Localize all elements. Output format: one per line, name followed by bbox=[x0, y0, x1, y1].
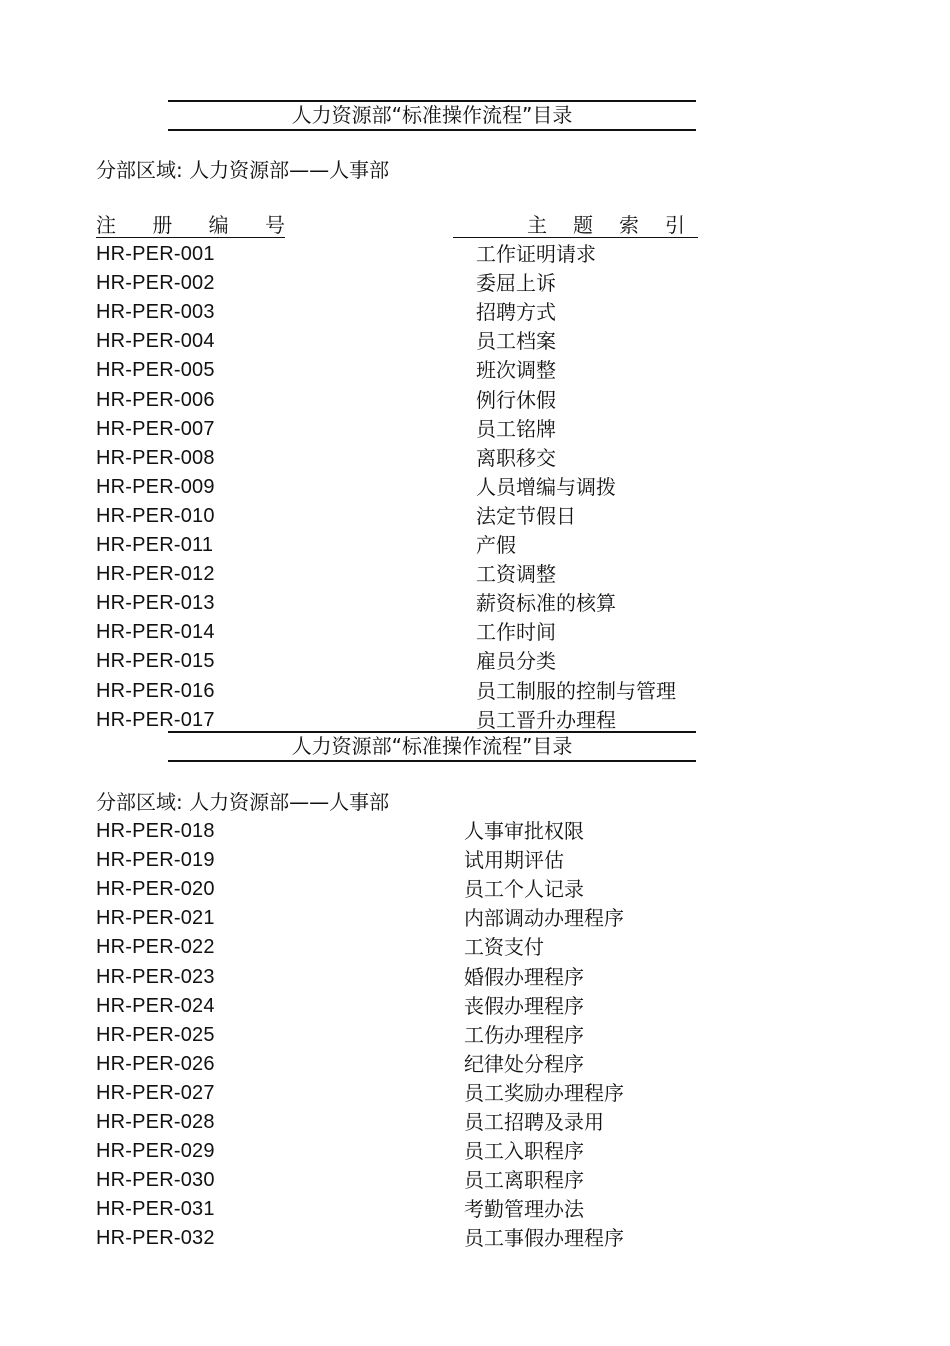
list-item bbox=[0, 502, 950, 531]
registration-code: HR-PER-006 bbox=[96, 388, 215, 411]
registration-code: HR-PER-005 bbox=[96, 359, 215, 382]
topic-title: 产假 bbox=[476, 533, 516, 557]
section1-title: 人力资源部“标准操作流程”目录 bbox=[168, 100, 696, 131]
registration-code: HR-PER-013 bbox=[96, 592, 215, 615]
list-item bbox=[0, 1108, 950, 1137]
list-item bbox=[0, 647, 950, 676]
list-item bbox=[0, 1195, 950, 1224]
registration-code: HR-PER-022 bbox=[96, 936, 215, 959]
registration-code: HR-PER-025 bbox=[96, 1023, 215, 1046]
registration-code: HR-PER-019 bbox=[96, 849, 215, 872]
section1-region: 分部区域: 人力资源部——人事部 bbox=[96, 158, 390, 182]
registration-code: HR-PER-011 bbox=[96, 534, 214, 556]
registration-code: HR-PER-014 bbox=[96, 621, 215, 644]
registration-code: HR-PER-003 bbox=[96, 301, 215, 324]
registration-code: HR-PER-018 bbox=[96, 820, 215, 842]
topic-title: 招聘方式 bbox=[476, 300, 556, 325]
topic-title: 例行休假 bbox=[476, 387, 556, 412]
registration-code: HR-PER-032 bbox=[96, 1227, 215, 1250]
topic-title: 薪资标准的核算 bbox=[476, 591, 616, 616]
registration-code: HR-PER-010 bbox=[96, 504, 215, 527]
list-item bbox=[0, 1021, 950, 1050]
list-item bbox=[0, 1079, 950, 1108]
topic-title: 离职移交 bbox=[476, 445, 556, 470]
registration-code: HR-PER-009 bbox=[96, 475, 215, 498]
list-item bbox=[0, 386, 950, 415]
registration-code: HR-PER-027 bbox=[96, 1081, 215, 1104]
registration-code: HR-PER-024 bbox=[96, 994, 215, 1017]
list-item bbox=[0, 473, 950, 502]
topic-title: 员工个人记录 bbox=[464, 877, 584, 902]
topic-title: 工资调整 bbox=[476, 562, 556, 587]
registration-code: HR-PER-026 bbox=[96, 1052, 215, 1075]
list-item bbox=[0, 240, 950, 269]
topic-title: 员工离职程序 bbox=[464, 1168, 584, 1193]
list-item bbox=[0, 589, 950, 618]
topic-title: 工作证明请求 bbox=[476, 242, 596, 266]
header-right-char: 索 bbox=[619, 213, 639, 237]
topic-title: 工作时间 bbox=[476, 620, 556, 645]
header-right-char: 主 bbox=[527, 213, 547, 237]
topic-title: 工伤办理程序 bbox=[464, 1022, 584, 1047]
topic-title: 员工事假办理程序 bbox=[464, 1226, 624, 1251]
topic-title: 雇员分类 bbox=[476, 649, 556, 674]
header-left-char: 号 bbox=[264, 213, 285, 237]
list-item bbox=[0, 356, 950, 385]
registration-code: HR-PER-029 bbox=[96, 1140, 215, 1163]
registration-code: HR-PER-001 bbox=[96, 243, 215, 265]
section2-title: 人力资源部“标准操作流程”目录 bbox=[168, 731, 696, 762]
list-item bbox=[0, 677, 950, 706]
topic-title: 委屈上诉 bbox=[476, 271, 556, 296]
topic-title: 班次调整 bbox=[476, 358, 556, 383]
registration-code: HR-PER-020 bbox=[96, 878, 215, 901]
list-item bbox=[0, 269, 950, 298]
header-right-char: 引 bbox=[665, 213, 685, 237]
registration-code: HR-PER-016 bbox=[96, 679, 215, 702]
topic-title: 员工制服的控制与管理 bbox=[476, 678, 676, 703]
list-item bbox=[0, 531, 950, 560]
topic-title: 内部调动办理程序 bbox=[464, 906, 624, 931]
topic-title: 婚假办理程序 bbox=[464, 964, 584, 989]
registration-code: HR-PER-008 bbox=[96, 446, 215, 469]
registration-code: HR-PER-021 bbox=[96, 907, 215, 930]
topic-title: 法定节假日 bbox=[476, 503, 576, 528]
list-item bbox=[0, 963, 950, 992]
topic-title: 员工奖励办理程序 bbox=[464, 1080, 624, 1105]
header-left-char: 编 bbox=[208, 213, 229, 237]
registration-code: HR-PER-030 bbox=[96, 1169, 215, 1192]
topic-title: 员工晋升办理程 bbox=[476, 707, 616, 732]
topic-title: 员工入职程序 bbox=[464, 1139, 584, 1164]
topic-title: 人事审批权限 bbox=[464, 819, 584, 843]
header-registration-number bbox=[96, 213, 285, 238]
list-item bbox=[0, 992, 950, 1021]
registration-code: HR-PER-015 bbox=[96, 650, 215, 673]
topic-title: 员工招聘及录用 bbox=[464, 1110, 604, 1134]
topic-title: 员工档案 bbox=[476, 329, 556, 354]
section2-region: 分部区域: 人力资源部——人事部 bbox=[96, 790, 390, 814]
list-item bbox=[0, 933, 950, 962]
list-item bbox=[0, 444, 950, 473]
list-item bbox=[0, 1224, 950, 1253]
list-item bbox=[0, 846, 950, 875]
list-item bbox=[0, 875, 950, 904]
list-item bbox=[0, 1137, 950, 1166]
registration-code: HR-PER-012 bbox=[96, 563, 215, 586]
registration-code: HR-PER-017 bbox=[96, 708, 215, 731]
registration-code: HR-PER-023 bbox=[96, 965, 215, 988]
list-item bbox=[0, 618, 950, 647]
header-left-char: 册 bbox=[152, 213, 173, 237]
registration-code: HR-PER-004 bbox=[96, 330, 215, 353]
registration-code: HR-PER-031 bbox=[96, 1198, 215, 1221]
topic-title: 考勤管理办法 bbox=[464, 1197, 584, 1222]
registration-code: HR-PER-028 bbox=[96, 1111, 215, 1133]
registration-code: HR-PER-002 bbox=[96, 272, 215, 295]
list-item bbox=[0, 415, 950, 444]
list-item bbox=[0, 904, 950, 933]
list-item bbox=[0, 560, 950, 589]
topic-title: 纪律处分程序 bbox=[464, 1051, 584, 1076]
registration-code: HR-PER-007 bbox=[96, 417, 215, 440]
topic-title: 工资支付 bbox=[464, 935, 544, 960]
header-left-char: 注 bbox=[96, 213, 116, 237]
topic-title: 人员增编与调拨 bbox=[476, 474, 616, 499]
list-item bbox=[0, 327, 950, 356]
topic-title: 试用期评估 bbox=[464, 848, 564, 873]
topic-title: 员工铭牌 bbox=[476, 416, 556, 441]
list-item bbox=[0, 1166, 950, 1195]
list-item bbox=[0, 817, 950, 846]
list-item bbox=[0, 1050, 950, 1079]
header-right-char: 题 bbox=[573, 213, 593, 237]
topic-title: 丧假办理程序 bbox=[464, 993, 584, 1018]
header-topic-index bbox=[453, 213, 698, 238]
list-item bbox=[0, 298, 950, 327]
